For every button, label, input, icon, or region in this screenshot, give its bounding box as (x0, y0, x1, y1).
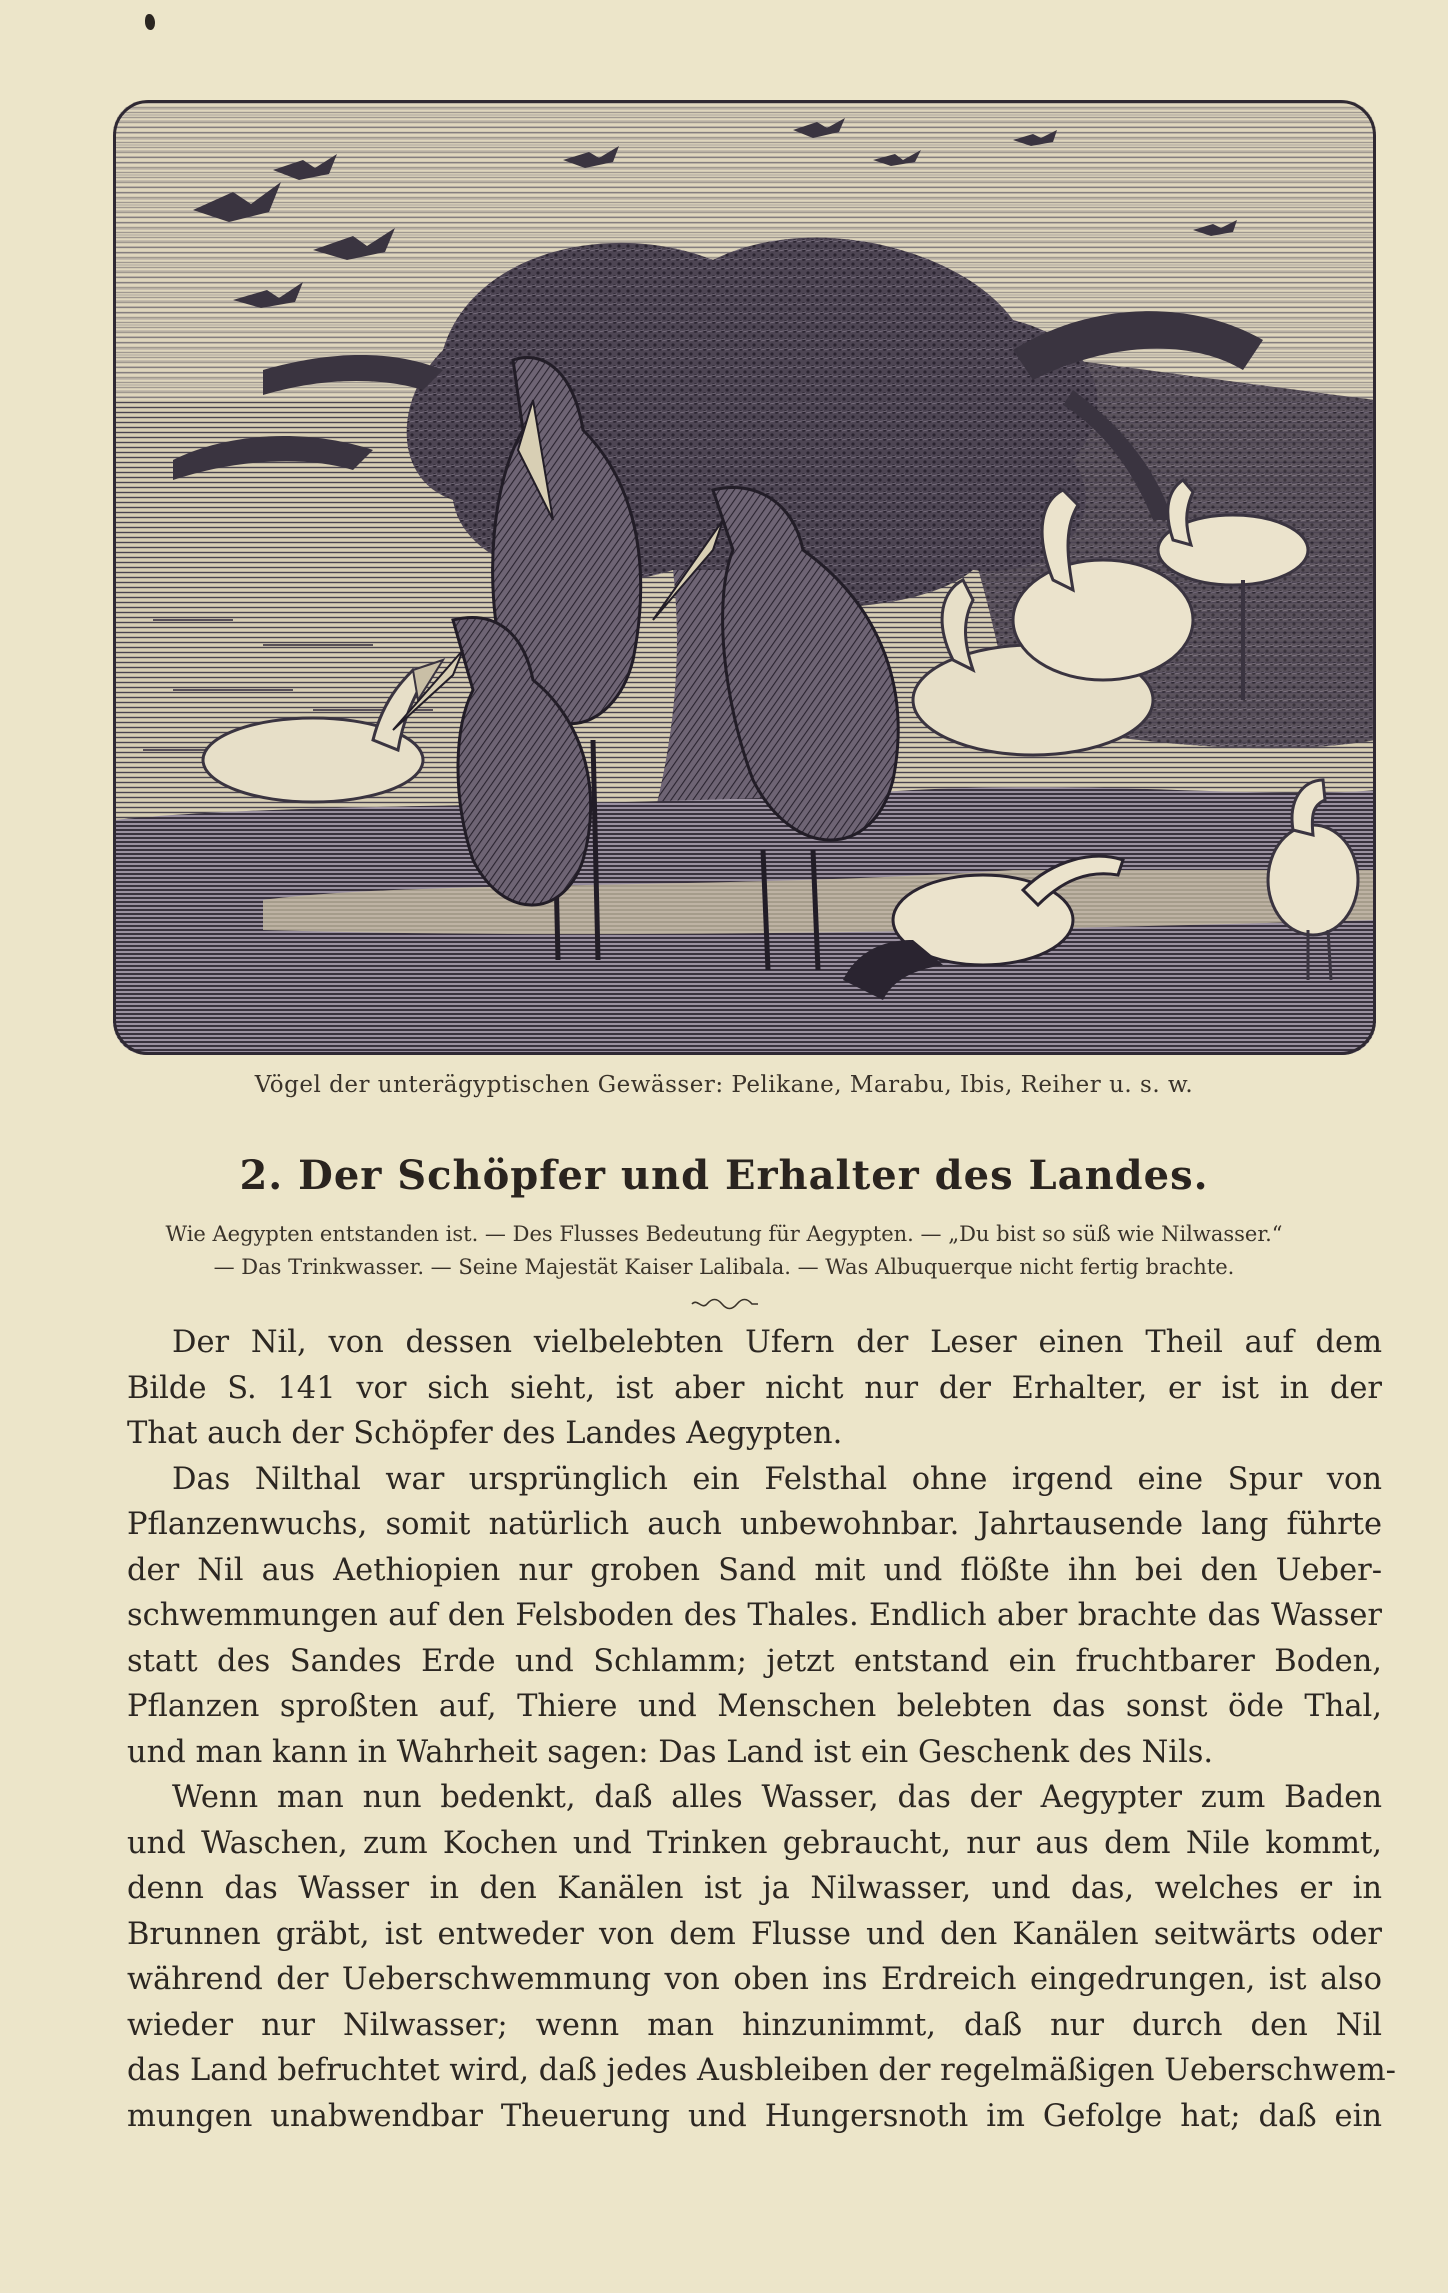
body-line: und Waschen, zum Kochen und Trinken gebraucht, nur aus dem Nile kommt, (127, 1825, 1382, 1861)
body-line: Wenn man nun bedenkt, daß alles Wasser, das der Aegypter zum Baden (172, 1780, 1382, 1815)
body-line: das Land befruchtet wird, daß jedes Ausbleiben der regelmäßigen Ueberschwem- (127, 2053, 1396, 2088)
engraving-svg (113, 100, 1376, 1055)
body-line: denn das Wasser in den Kanälen ist ja Nilwasser, und das, welches er in (127, 1871, 1382, 1906)
body-line: That auch der Schöpfer des Landes Aegypten. (127, 1416, 843, 1451)
body-line: wieder nur Nilwasser; wenn man hinzunimmt, daß nur durch den Nil (127, 2007, 1382, 2043)
body-line: Pflanzen sproßten auf, Thiere und Menschen belebten das sonst öde Thal, (127, 1689, 1382, 1724)
body-line: statt des Sandes Erde und Schlamm; jetzt entstand ein fruchtbarer Boden, (127, 1643, 1382, 1679)
body-line: und man kann in Wahrheit sagen: Das Land ist ein Geschenk des Nils. (127, 1734, 1214, 1770)
summary-line: — Das Trinkwasser. — Seine Majestät Kaiser Lalibala. — Was Albuquerque nicht fertig brachte. (213, 1255, 1235, 1279)
wavy-ornament (690, 1298, 760, 1310)
summary-line: Wie Aegypten entstanden ist. — Des Flusses Bedeutung für Aegypten. — „Du bist so süß wie Nilwasser.“ (165, 1222, 1283, 1246)
body-line: der Nil aus Aethiopien nur groben Sand mit und flößte ihn bei den Ueber- (127, 1552, 1382, 1588)
body-line: Der Nil, von dessen vielbelebten Ufern der Leser einen Theil auf dem (172, 1325, 1382, 1360)
body-line: schwemmungen auf den Felsboden des Thales. Endlich aber brachte das Wasser (127, 1598, 1382, 1633)
body-line: Brunnen gräbt, ist entweder von dem Flusse und den Kanälen seitwärts oder (127, 1916, 1382, 1952)
body-line: mungen unabwendbar Theuerung und Hungersnoth im Gefolge hat; daß ein (127, 2098, 1382, 2134)
illustration-caption: Vögel der unterägyptischen Gewässer: Pelikane, Marabu, Ibis, Reiher u. s. w. (254, 1072, 1194, 1098)
bird-illustration (113, 100, 1376, 1055)
body-line: Das Nilthal war ursprünglich ein Felsthal ohne irgend eine Spur von (172, 1461, 1382, 1497)
ink-blot-mark (145, 14, 155, 30)
body-line: Bilde S. 141 vor sich sieht, ist aber nicht nur der Erhalter, er ist in der (127, 1370, 1382, 1406)
body-line: während der Ueberschwemmung von oben ins Erdreich eingedrungen, ist also (127, 1962, 1382, 1997)
chapter-summary (100, 1218, 1348, 1284)
body-text (127, 1320, 1396, 2139)
body-line: Pflanzenwuchs, somit natürlich auch unbewohnbar. Jahrtausende lang führte (127, 1507, 1382, 1542)
section-heading: 2. Der Schöpfer und Erhalter des Landes. (239, 1152, 1209, 1199)
